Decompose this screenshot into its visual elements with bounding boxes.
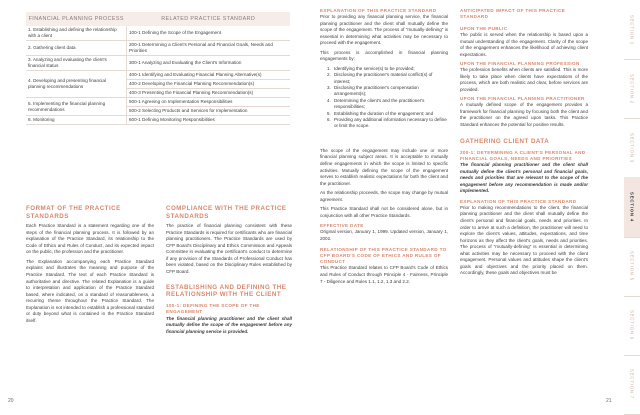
tab-label: SECTION 7 — [629, 369, 635, 400]
process-cell: 4. Developing and presenting financial planning recommendations — [26, 71, 127, 98]
column-4 — [460, 8, 588, 277]
tab-section-4[interactable] — [624, 177, 640, 237]
column-3 — [320, 8, 448, 285]
table-row — [26, 26, 290, 41]
process-cell: 3. Analyzing and evaluating the client's financial status — [26, 56, 127, 71]
scope-body — [320, 148, 448, 219]
standard-cell: 300-1 Analyzing and Evaluating the Client's Information — [127, 56, 291, 71]
scope-paragraph-1: The scope of the engagement may include one or more financial planning subject areas. It is acceptable to mutually define engagements in which the scope is limited to specific activities. Mutually defining the scope of the engagement serves to establish realistic expectations for both the client and the practitioner. — [320, 147, 448, 186]
tab-section-6[interactable] — [624, 296, 640, 356]
explanation-heading-100: EXPLANATION OF THIS PRACTICE STANDARD — [320, 8, 437, 13]
tab-section-5[interactable] — [624, 237, 640, 297]
header-process: FINANCIAL PLANNING PROCESS — [26, 12, 127, 26]
tab-label: SECTION 2 — [629, 73, 635, 104]
format-paragraph-2: The Explanation accompanying each Practice Standard explains and illustrates the meaning and purpose of the Practice Standard. The text of each Practice Standard is authoritative and directive. The related Explanation is a guide to interpretation and application of the Practice Standard based, where indicated, on a standard of reasonableness, a recurring theme throughout the Practice Standard. The Explanation is not intended to establish a professional standard or duty beyond what is contained in the Practice Standard itself. — [26, 258, 154, 323]
process-cell: 5. Implementing the financial planning recommendations — [26, 98, 127, 116]
list-item: 5. Establishing the duration of the engagement; and — [332, 111, 448, 117]
upon-profession-heading: UPON THE FINANCIAL PLANNING PROFESSION — [460, 61, 580, 67]
upon-public-heading: UPON THE PUBLIC — [460, 26, 508, 31]
table-row — [26, 41, 290, 56]
column-2 — [166, 205, 292, 335]
format-paragraph-1: Each Practice Standard is a statement regarding one of the steps of the financial planning process. It is followed by an explanation of the Practice Standard, its relationship to the Code of Ethics and Rules of Conduct, and its expected impact on the public, the profession and the practitioner. — [26, 223, 154, 255]
tab-label: SECTION 3 — [629, 132, 635, 163]
effective-date-text: Original version, January 1, 1999. Updated version, January 1, 2002. — [320, 229, 448, 241]
list-item: 1. Identifying the service(s) to be provided; — [332, 66, 448, 72]
tab-section-7[interactable] — [624, 355, 640, 415]
header-standard: RELATED PRACTICE STANDARD — [127, 12, 291, 26]
column-1 — [26, 205, 154, 327]
standard-cell: 100-1 Defining the Scope of the Engagement — [127, 26, 291, 41]
table-row — [26, 56, 290, 71]
goals-statement: The financial planning practitioner and the client shall mutually define the client's personal and financial goals, needs and priorities that are relevant to the scope of the engagement before any recommendation is made and/or implemented. — [460, 162, 588, 194]
page-number-left: 20 — [8, 398, 14, 404]
process-cell: 2. Gathering client data — [26, 41, 127, 56]
explanation-body-100 — [320, 14, 448, 63]
tab-section-3[interactable] — [624, 118, 640, 178]
list-item: 6. Providing any additional information necessary to define or limit the scope. — [332, 117, 448, 130]
scope-heading: 100-1: DEFINING THE SCOPE OF THE ENGAGEMENT — [166, 302, 260, 314]
engagement-steps-list — [320, 66, 448, 130]
relationship-heading: RELATIONSHIP OF THIS PRACTICE STANDARD TO CFP BOARD'S CODE OF ETHICS AND RULES OF CONDUCT — [320, 247, 447, 265]
table-body — [26, 26, 290, 125]
table-row — [26, 116, 290, 125]
tab-section-1[interactable] — [624, 0, 640, 60]
tab-label: SECTION 4 — [629, 192, 635, 222]
profession-text: The profession benefits when clients are satisfied. This is more likely to take place when clients have expectations of the process, which are both realistic and clear, before services are provided. — [460, 67, 588, 92]
gathering-heading: GATHERING CLIENT DATA — [460, 137, 550, 145]
standard-cell: 400-2 Developing the Financial Planning Recommendation(s) — [127, 80, 291, 89]
list-item: 3. Disclosing the practitioner's compensation arrangement(s); — [332, 85, 448, 98]
standard-cell: 200-1 Determining a Client's Personal and Financial Goals, Needs and Priorities — [127, 41, 291, 56]
standard-cell: 500-1 Agreeing on Implementation Responsibilities — [127, 98, 291, 107]
explanation-body-200: Prior to making recommendations to the client, the financial planning practitioner and the client shall mutually define the client's personal and financial goals, needs and priorities. In order to arrive at such a definition, the practitioner will need to explore the client's values, attitudes, expectations, and time horizons as they affect the client's goals, needs and priorities. The process of "mutually-defining" is essential in determining what activities may be necessary to proceed with the client engagement. Personal values and attitudes shape the client's goals and objectives and the priority placed on them. Accordingly, these goals and objectives must be — [460, 204, 588, 276]
standard-cell: 500-2 Selecting Products and Services for Implementation — [127, 107, 291, 116]
public-text: The public is served when the relationship is based upon a mutual understanding of the engagement. Clarity of the scope of the engagement enhances the likelihood of achieving client expectations. — [460, 32, 588, 57]
compliance-body: The practice of financial planning consistent with these Practice Standards is required for certificants who are financial planning practitioners. The Practice Standards are used by CFP Board's Disciplinary and Ethics Commission and Appeals Committee in evaluating the certificant's conduct to determine if any provision of the Standards of Professional Conduct has been violated, based on the Disciplinary Rules established by CFP Board. — [166, 223, 292, 275]
explanation-paragraph-1: Prior to providing any financial planning service, the financial planning practitioner and the client shall mutually define the scope of the engagement. The process of "mutually-defining" is essential in determining what activities may be necessary to proceed with the engagement. — [320, 14, 448, 46]
upon-practitioner-heading: UPON THE FINANCIAL PLANNING PRACTITIONER — [460, 96, 585, 102]
list-item: 4. Determining the client's and the practitioner's responsibilities; — [332, 98, 448, 111]
scope-statement: The financial planning practitioner and the client shall mutually define the scope of the engagement before any financial planning service is provided. — [166, 315, 292, 334]
explanation-paragraph-2: This process is accomplished in financial planning engagements by: — [320, 49, 448, 62]
establishing-heading: ESTABLISHING AND DEFINING THE RELATIONSHIP WITH THE CLIENT — [166, 283, 287, 299]
goals-heading: 200-1: DETERMINING A CLIENT'S PERSONAL AND FINANCIAL GOALS, NEEDS AND PRIORITIES — [460, 150, 586, 162]
table-header-row — [26, 12, 290, 26]
format-body — [26, 223, 154, 324]
tab-label: SECTION 5 — [629, 251, 635, 282]
standard-cell: 400-3 Presenting the Financial Planning Recommendation(s) — [127, 89, 291, 98]
table-row — [26, 71, 290, 80]
table-row — [26, 98, 290, 107]
compliance-heading: COMPLIANCE WITH THE PRACTICE STANDARDS — [166, 205, 287, 220]
page-number-right: 21 — [606, 398, 612, 404]
impact-heading: ANTICIPATED IMPACT OF THIS PRACTICE STANDARD — [460, 8, 566, 19]
tab-label: SECTION 6 — [629, 310, 635, 341]
section-tabs — [624, 0, 640, 414]
effective-date-heading: EFFECTIVE DATE — [320, 223, 364, 229]
relationship-text: This Practice Standard relates to CFP Board's Code of Ethics and Rules of Conduct through Principle 4 - Fairness, Principle 7 - Diligence and Rules 1.1, 1.2, 1.3 and 2.2. — [320, 265, 448, 284]
explanation-heading-200: EXPLANATION OF THIS PRACTICE STANDARD — [460, 198, 577, 204]
list-item: 2. Disclosing the practitioner's material conflict(s) of interest; — [332, 72, 448, 85]
scope-paragraph-2: As the relationship proceeds, the scope may change by mutual agreement. — [320, 190, 448, 202]
tab-section-2[interactable] — [624, 59, 640, 119]
scope-paragraph-3: This Practice Standard shall not be considered alone, but in conjunction with all other Practice Standards. — [320, 206, 448, 218]
standard-cell: 600-1 Defining Monitoring Responsibilities — [127, 116, 291, 125]
process-cell: 1. Establishing and defining the relationship with a client — [26, 26, 127, 41]
process-cell: 6. Monitoring — [26, 116, 127, 125]
standard-cell: 400-1 Identifying and Evaluating Financial Planning Alternative(s) — [127, 71, 291, 80]
practitioner-text: A mutually defined scope of the engagement provides a framework for financial planning by focusing both the client and the practitioner on the agreed upon tasks. This Practice Standard enhances the potential for positive results. — [460, 102, 588, 128]
tab-label: SECTION 1 — [629, 14, 635, 45]
format-heading: FORMAT OF THE PRACTICE STANDARDS — [26, 205, 121, 220]
process-standards-table — [26, 12, 290, 125]
